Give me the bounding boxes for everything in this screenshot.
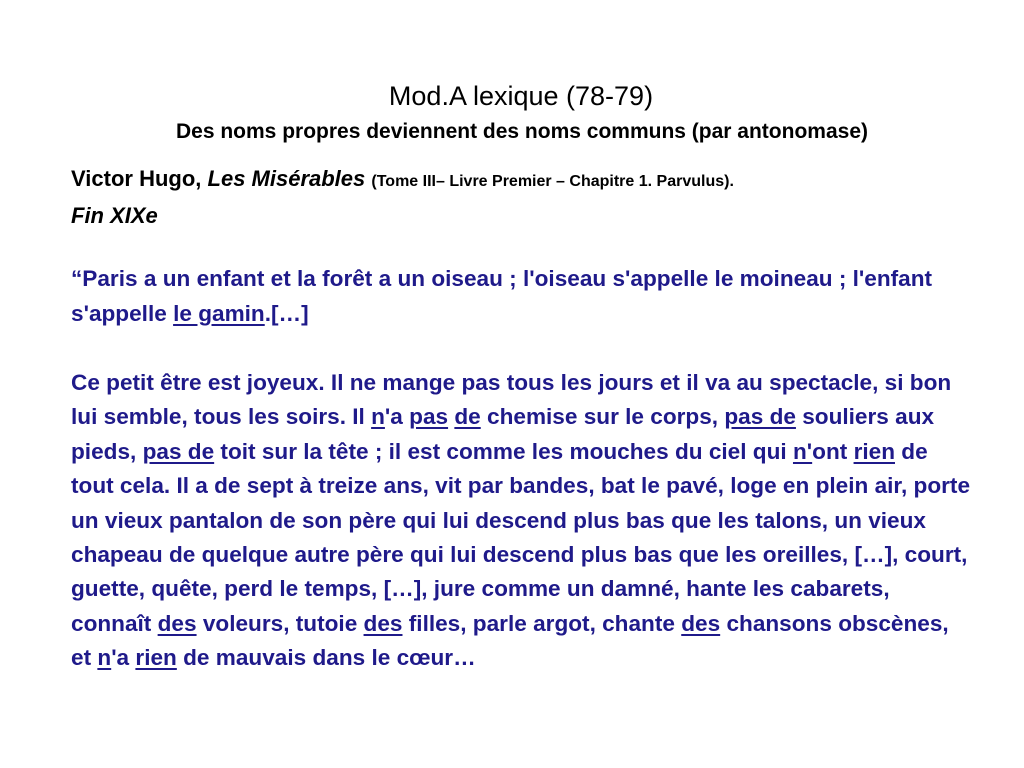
body-text: toit sur la tête ; il est comme les mouches du ciel qui (214, 438, 793, 464)
work-title: Les Misérables (207, 166, 366, 191)
quote-text-2: .[…] (264, 300, 309, 326)
body-text: souliers aux pieds, (71, 404, 935, 464)
body-text: 'a (384, 404, 410, 430)
source-citation (71, 162, 971, 233)
slide-subtitle: Des noms propres deviennent des noms communs (par antonomase) (176, 120, 868, 143)
body-underlined: des (157, 610, 197, 636)
body-text: 'a (111, 645, 136, 671)
body-underlined: n (371, 404, 385, 430)
body-text: chemise sur le corps, (480, 404, 725, 430)
body-paragraph (71, 366, 971, 676)
period: Fin XIXe (71, 203, 158, 228)
body-text: chansons obscènes, et (71, 610, 949, 671)
body-underlined: pas de (724, 404, 796, 430)
body-text: Ce petit être est joyeux. Il ne mange pas tous les jours et il va au spectacle, si bon lui semble, tous les soirs. Il (71, 370, 952, 430)
body-underlined: n' (792, 438, 813, 464)
body-underlined: des (681, 610, 721, 636)
body-underlined: rien (853, 438, 895, 464)
author: Victor Hugo, (71, 166, 202, 191)
body-underlined: pas (409, 404, 449, 430)
body-underlined: des (363, 610, 403, 636)
slide-title: Mod.A lexique (78-79) (388, 81, 654, 111)
body-text: filles, parle argot, chante (402, 610, 682, 636)
body-underlined: de (454, 404, 481, 430)
body-text: de mauvais dans le cœur… (176, 645, 476, 671)
quote-underlined: le gamin (173, 300, 265, 326)
body-text: de tout cela. Il a de sept à treize ans, vit par bandes, bat le pavé, loge en plein air, porte un vieux pantalon de son père qui lui descend plus bas que les talons, un vieux chapeau de quelque autre père qui lui descend plus bas que les oreilles, […], court, guette, quête, perd le temps, […], jure comme un damné, hante les cabarets, connaît (71, 438, 971, 636)
quote-text-1: “Paris a un enfant et la forêt a un oiseau ; l'oiseau s'appelle le moineau ; l'enfant s'appelle (71, 266, 933, 326)
body-underlined: n (97, 645, 112, 671)
body-underlined: rien (135, 645, 177, 671)
quote-paragraph (71, 262, 971, 331)
work-reference: (Tome III– Livre Premier – Chapitre 1. Parvulus). (371, 173, 734, 190)
body-underlined: pas de (142, 438, 215, 464)
body-text: ont (812, 438, 854, 464)
body-text: voleurs, tutoie (196, 610, 364, 636)
